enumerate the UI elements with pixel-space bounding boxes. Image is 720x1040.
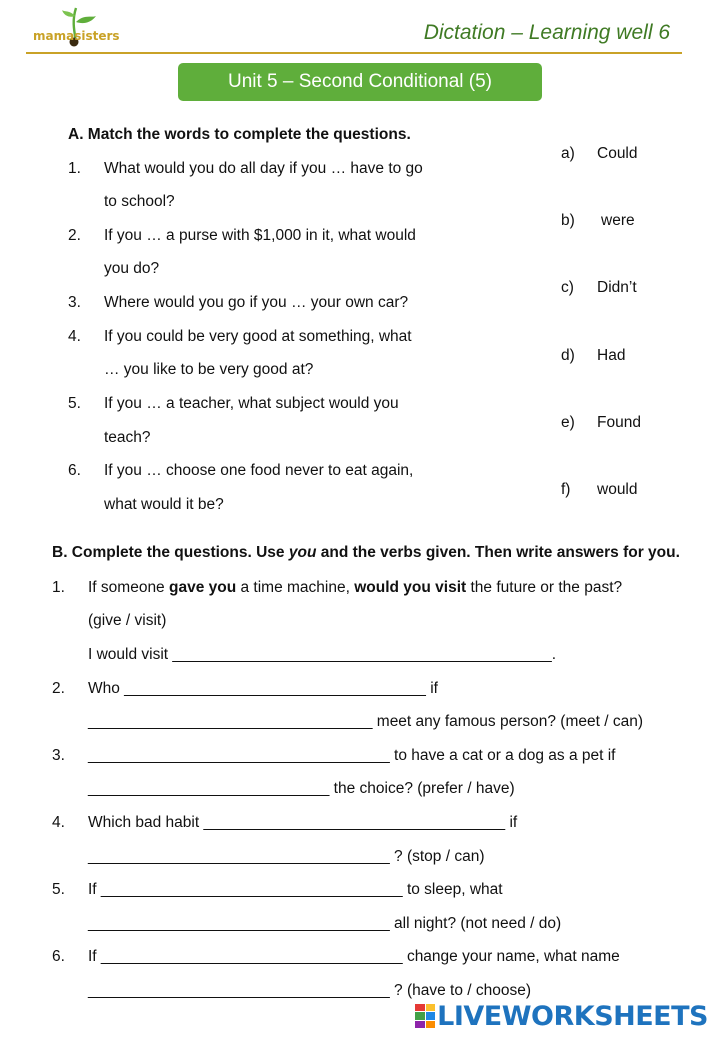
fill-line[interactable]: If ___________________________________ change your name, what name bbox=[88, 948, 620, 965]
section-b-title: B. Complete the questions. Use you and the verbs given. Then write answers for you. bbox=[52, 544, 680, 561]
fill-line[interactable]: _________________________________ meet any famous person? (meet / can) bbox=[88, 713, 643, 730]
option-letter: b) bbox=[561, 212, 575, 229]
unit-banner: Unit 5 – Second Conditional (5) bbox=[178, 63, 542, 101]
fill-line[interactable]: If ___________________________________ to sleep, what bbox=[88, 881, 503, 898]
option-word: were bbox=[601, 212, 635, 229]
question-number: 2. bbox=[52, 680, 65, 697]
question-text: teach? bbox=[104, 429, 151, 446]
question-text: … you like to be very good at? bbox=[104, 361, 314, 378]
question-text: to school? bbox=[104, 193, 175, 210]
verb-hint: (give / visit) bbox=[88, 612, 167, 629]
watermark-text: LIVEWORKSHEETS bbox=[437, 1000, 708, 1032]
header-divider bbox=[26, 52, 682, 54]
question-number: 4. bbox=[68, 328, 81, 345]
option-letter: e) bbox=[561, 414, 575, 431]
question-number: 6. bbox=[68, 462, 81, 479]
liveworksheets-watermark bbox=[415, 1000, 708, 1032]
section-a-title: A. Match the words to complete the questions. bbox=[68, 126, 411, 143]
question-text: you do? bbox=[104, 260, 160, 277]
liveworksheets-logo-icon bbox=[415, 1004, 435, 1028]
question-text: If you … a teacher, what subject would you bbox=[104, 395, 399, 412]
option-letter: a) bbox=[561, 145, 575, 162]
fill-line[interactable]: ___________________________________ ? (have to / choose) bbox=[88, 982, 532, 999]
option-word: Had bbox=[597, 347, 626, 364]
option-word: would bbox=[597, 481, 638, 498]
option-letter: f) bbox=[561, 481, 571, 498]
option-word: Found bbox=[597, 414, 641, 431]
question-text: If someone gave you a time machine, would you visit the future or the past? bbox=[88, 579, 623, 596]
answer-line[interactable]: I would visit ____________________________________________. bbox=[88, 646, 557, 663]
question-number: 5. bbox=[68, 395, 81, 412]
fill-line[interactable]: ___________________________________ ? (stop / can) bbox=[88, 848, 485, 865]
question-number: 2. bbox=[68, 227, 81, 244]
fill-line[interactable]: Who ___________________________________ if bbox=[88, 680, 438, 697]
question-number: 3. bbox=[68, 294, 81, 311]
option-letter: d) bbox=[561, 347, 575, 364]
question-number: 1. bbox=[68, 160, 81, 177]
fill-line[interactable]: ___________________________________ to have a cat or a dog as a pet if bbox=[88, 747, 616, 764]
option-word: Could bbox=[597, 145, 638, 162]
question-text: Where would you go if you … your own car? bbox=[104, 294, 409, 311]
question-text: what would it be? bbox=[104, 496, 224, 513]
fill-line[interactable]: ___________________________________ all night? (not need / do) bbox=[88, 915, 562, 932]
brand-logo-text: mamasisters bbox=[33, 29, 120, 43]
question-number: 4. bbox=[52, 814, 65, 831]
question-text: If you … choose one food never to eat again, bbox=[104, 462, 414, 479]
question-number: 1. bbox=[52, 579, 65, 596]
question-number: 6. bbox=[52, 948, 65, 965]
fill-line[interactable]: ____________________________ the choice? (prefer / have) bbox=[88, 780, 515, 797]
question-text: If you could be very good at something, what bbox=[104, 328, 412, 345]
question-text: What would you do all day if you … have to go bbox=[104, 160, 423, 177]
question-text: If you … a purse with $1,000 in it, what would bbox=[104, 227, 416, 244]
question-number: 5. bbox=[52, 881, 65, 898]
option-word: Didn’t bbox=[597, 279, 637, 296]
fill-line[interactable]: Which bad habit ___________________________________ if bbox=[88, 814, 518, 831]
option-letter: c) bbox=[561, 279, 574, 296]
page-title: Dictation – Learning well 6 bbox=[423, 21, 670, 44]
question-number: 3. bbox=[52, 747, 65, 764]
